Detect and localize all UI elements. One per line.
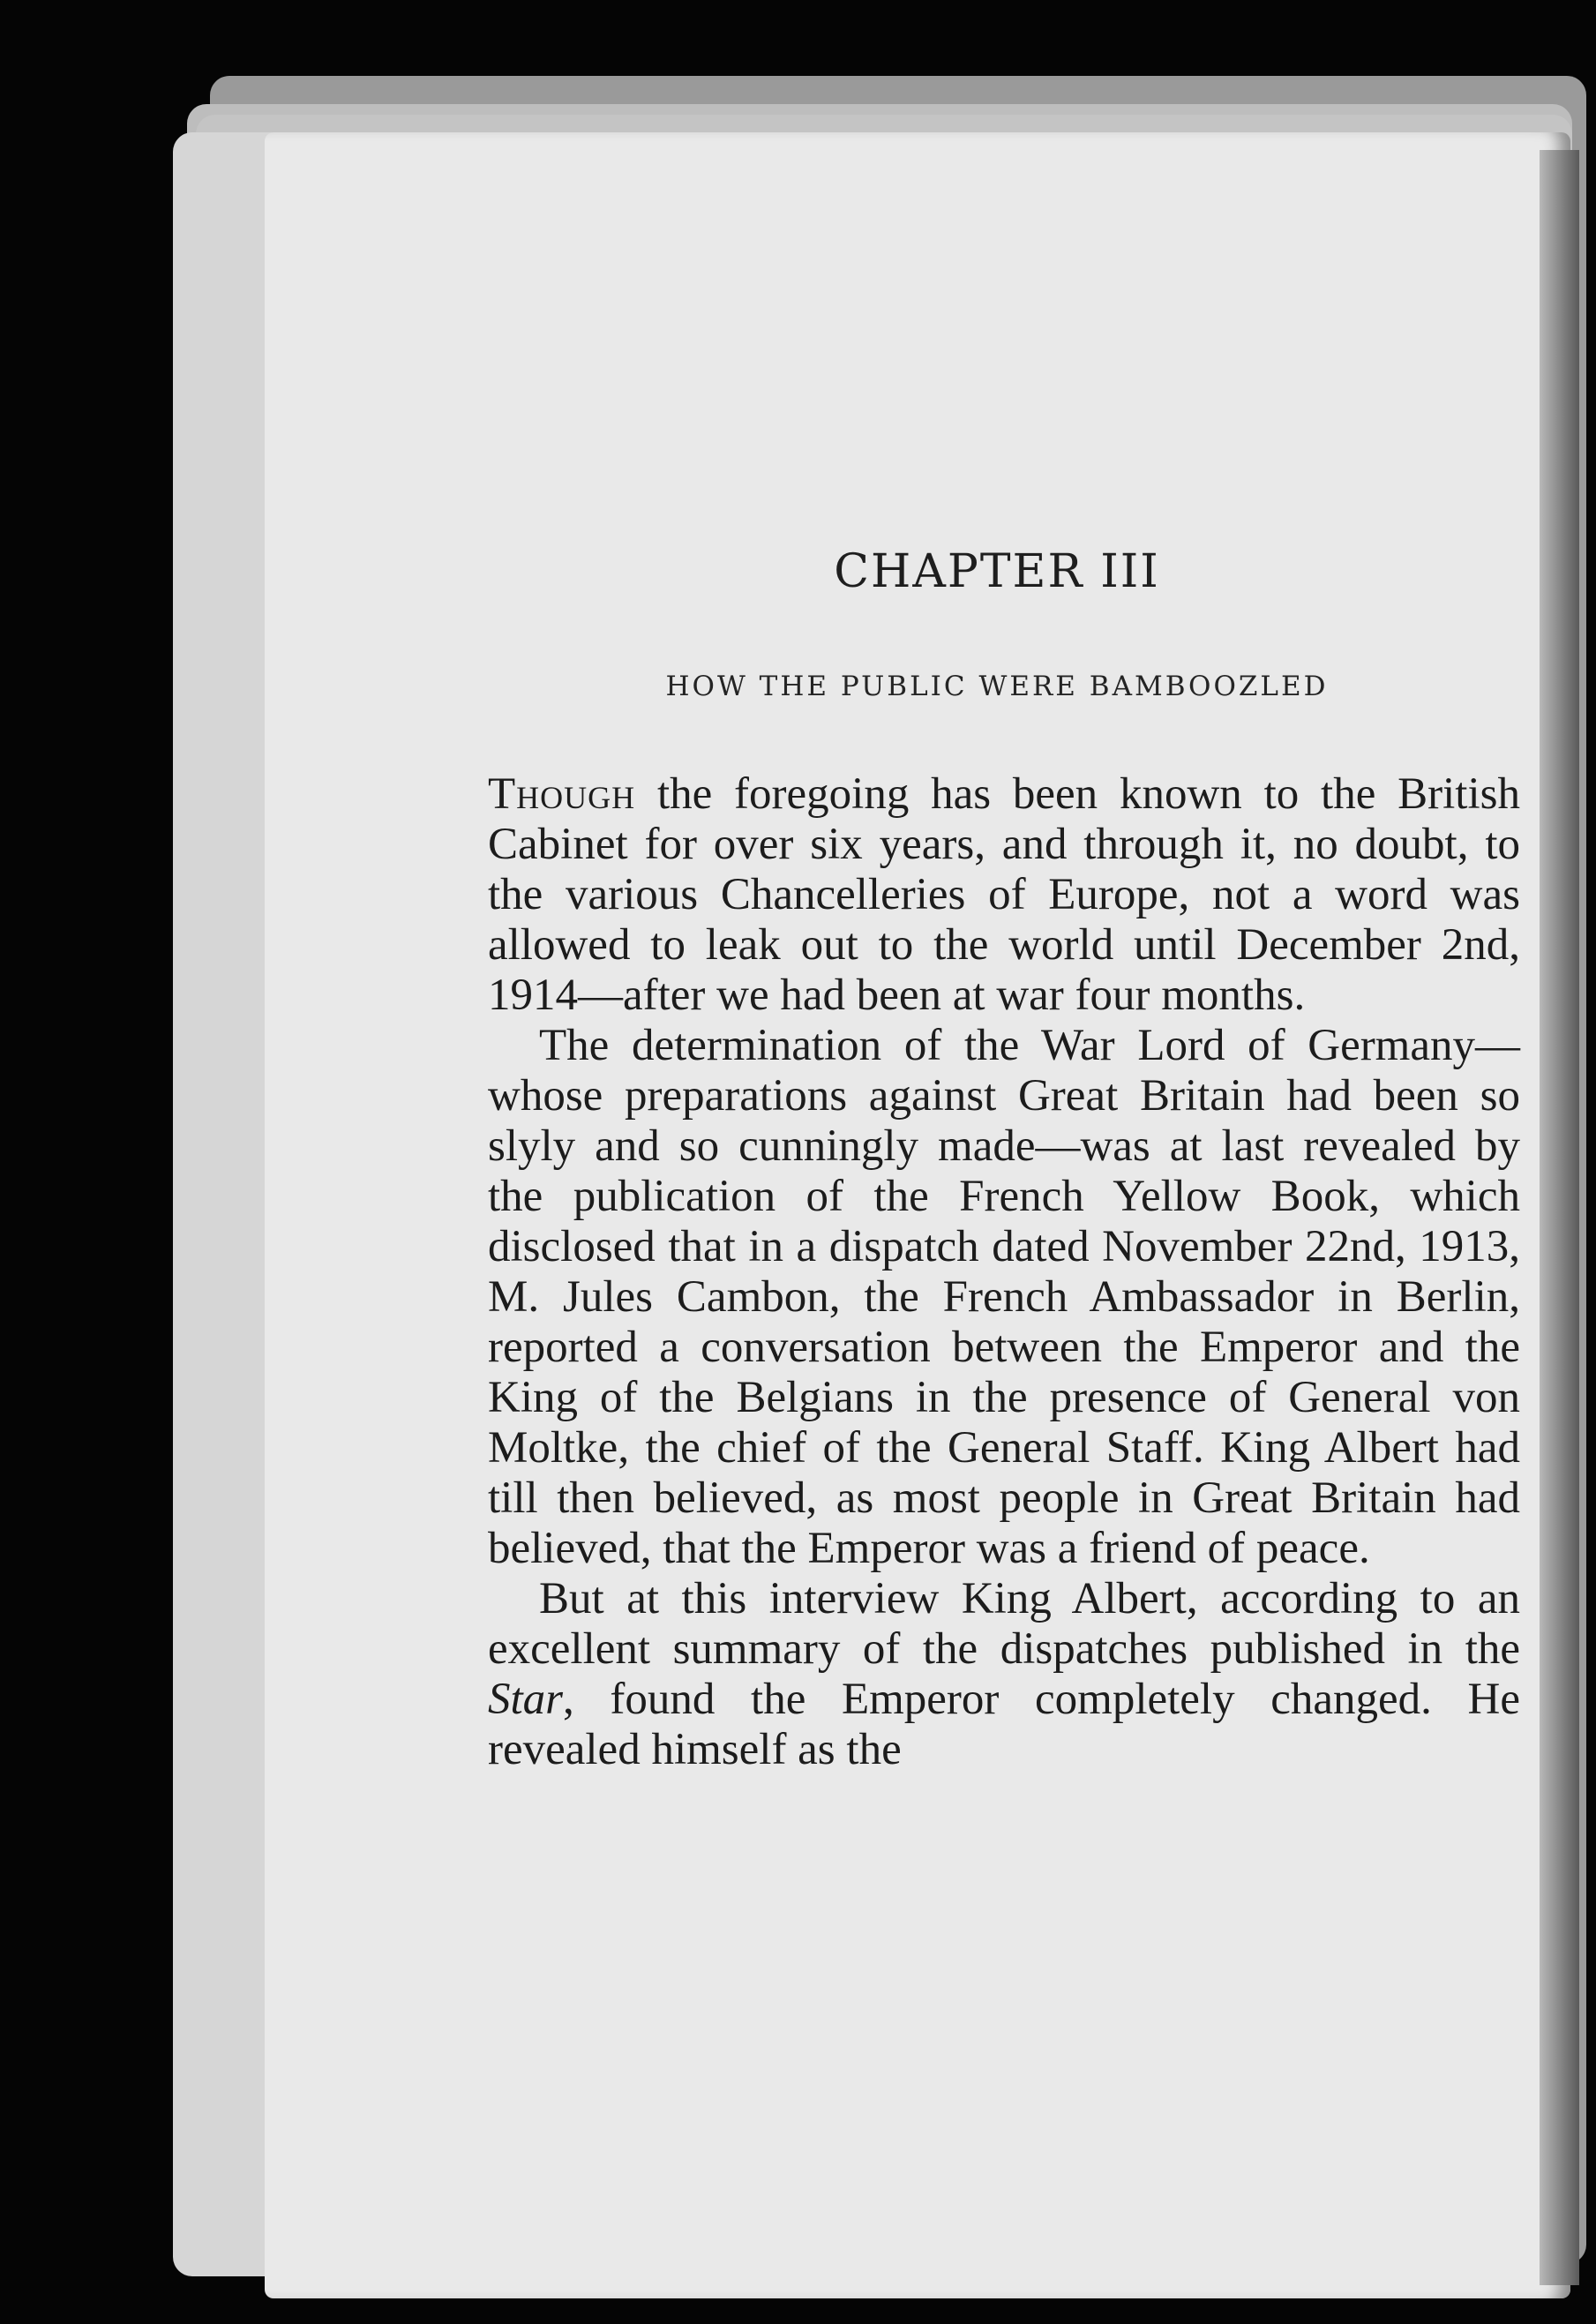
- paragraph-1-text: the foregoing has been known to the British Cabinet for over six years, and through it, no doubt, to the various Chancelleries of Europe, not a word was allowed to leak out to the world until December 2nd, 1914—after we had been at war four months.: [488, 769, 1520, 1020]
- drop-lead-word: Though: [488, 769, 636, 819]
- paragraph-2-text: The determination of the War Lord of Germany—whose preparations against Great Britain had been so slyly and so cunningly made—was at last revealed by the publication of the French Yellow Book, which disclosed that in a dispatch dated November 22nd, 1913, M. Jules Cambon, the French Ambassador in Berlin, reported a conversation between the Emperor and the King of the Belgians in the presence of General von Moltke, the chief of the General Staff. King Albert had till then believed, as most people in Great Britain had believed, that the Emperor was a friend of peace.: [488, 1021, 1520, 1573]
- paragraph-2: [488, 1021, 1520, 1574]
- paragraph-3-text-start: But at this interview King Albert, according to an excellent summary of the dispatches published in the: [488, 1574, 1520, 1674]
- newspaper-title: Star: [488, 1675, 564, 1724]
- chapter-subtitle-text: HOW THE PUBLIC WERE BAMBOOZLED: [665, 671, 1329, 702]
- chapter-subtitle: [0, 671, 1596, 702]
- chapter-title-text: CHAPTER III: [834, 545, 1160, 598]
- paragraph-3-text-end: , found the Emperor completely changed. He revealed himself as the: [488, 1675, 1520, 1774]
- chapter-title: [0, 545, 1596, 598]
- page-gutter-shadow: [1540, 150, 1579, 2285]
- paragraph-1: [488, 769, 1520, 1021]
- paragraph-3: [488, 1574, 1520, 1775]
- body-text: [488, 769, 1520, 1775]
